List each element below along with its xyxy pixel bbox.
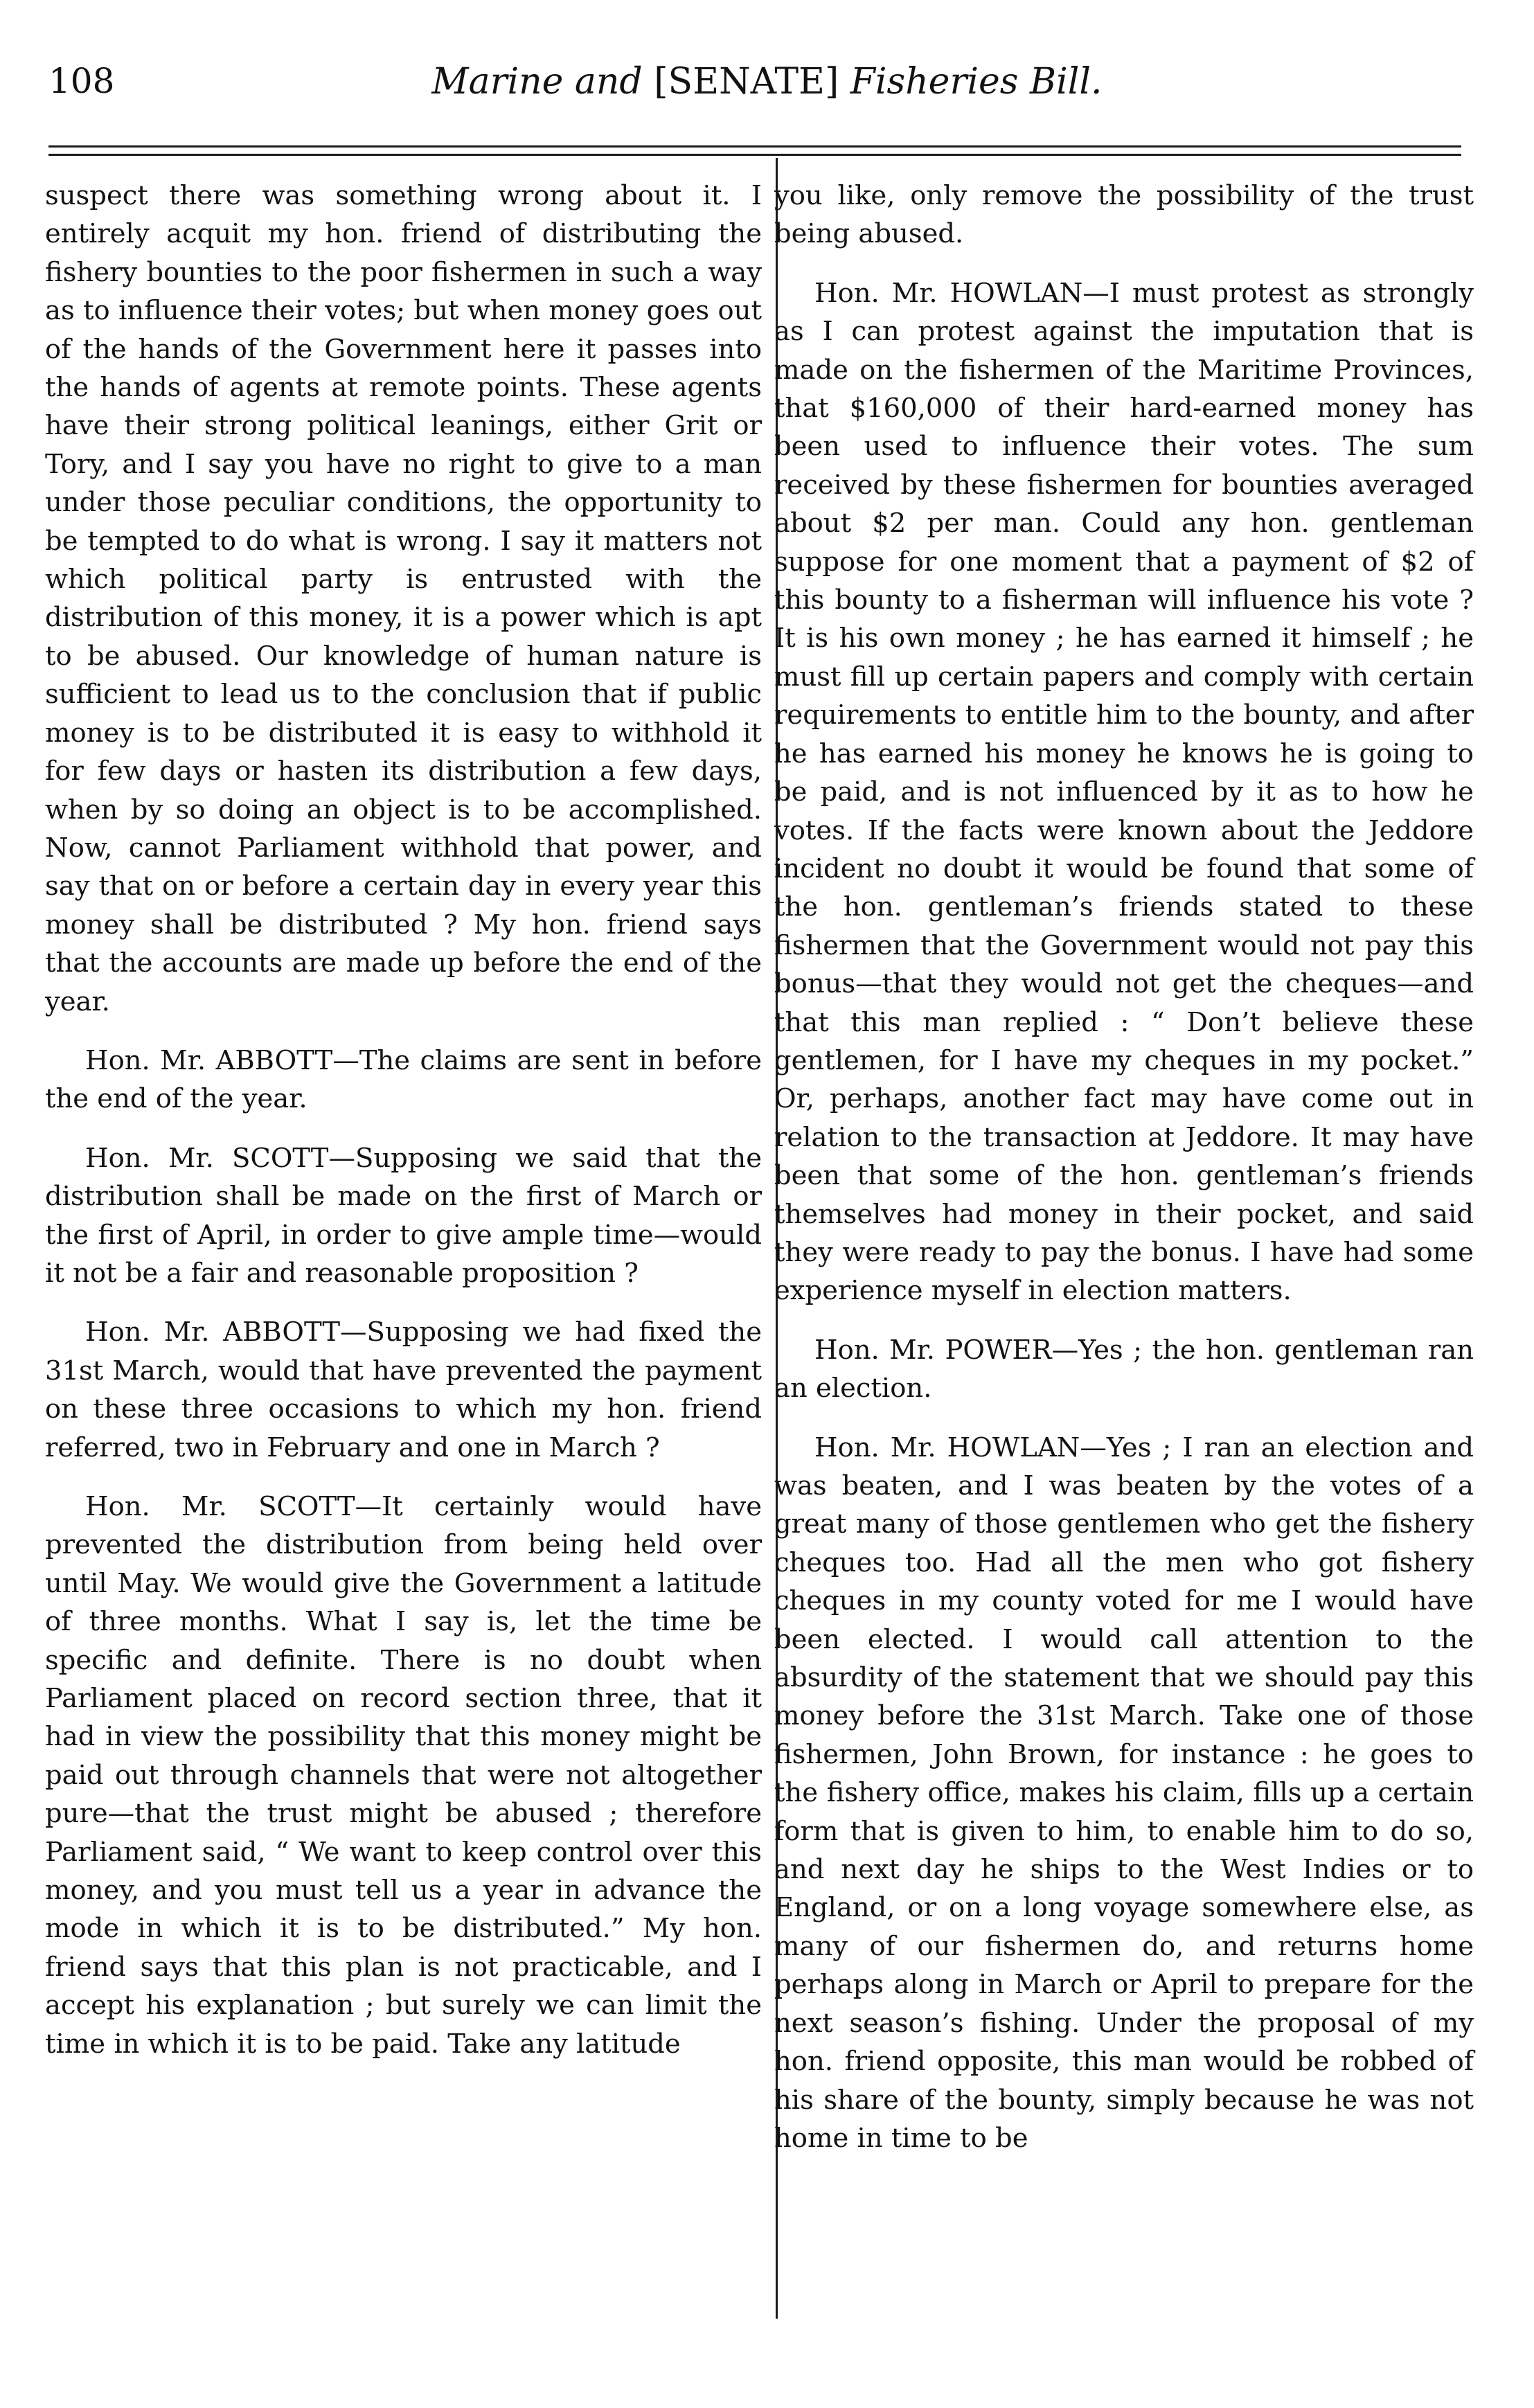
right-paragraph-howlan-2: Hon. Mr. HOWLAN—Yes ; I ran an election and was beaten, and I was beaten by the votes of a great many of those gentlemen who get the fishery cheques too. Had all the men who got fishery cheques in my county voted for me I would have been elected. I would call attention to the absurdity of the statement that we should pay this money before the 31st March. Take one of those fishermen, John Brown, for instance : he goes to the fishery office, makes his claim, fills up a certain form that is given to him, to enable him to do so, and next day he ships to the West Indies or to England, or on a long voyage somewhere else, as many of our fishermen do, and returns home perhaps along in March or April to prepare for the next season’s fishing. Under the proposal of my hon. friend opposite, this man would be robbed of his share of the bounty, simply because he was not home in time to be <box>774 1432 1474 2154</box>
header-rule-bottom <box>48 154 1461 156</box>
page-number: 108 <box>48 61 115 101</box>
left-paragraph-scott-1: Hon. Mr. SCOTT—Supposing we said that the distribution shall be made on the first of March or the first of April, in order to give ample time—would it not be a fair and reasonable proposition ? <box>45 1142 762 1289</box>
running-head-senate: [SENATE] <box>654 61 839 102</box>
left-paragraph-continuation: suspect there was something wrong about it. I entirely acquit my hon. friend of distributing the fishery bounties to the poor fishermen in such a way as to influence their votes; but when money goes out of the hands of the Government here it passes into the hands of agents at remote points. These agents have their strong political leanings, either Grit or Tory, and I say you have no right to give to a man under those peculiar conditions, the opportunity to be tempted to do what is wrong. I say it matters not which political party is entrusted with the distribution of this money, it is a power which is apt to be abused. Our knowledge of human nature is sufficient to lead us to the conclusion that if public money is to be distributed it is easy to withhold it for few days or hasten its distribution a few days, when by so doing an object is to be accomplished. Now, cannot Parliament withhold that power, and say that on or before a certain day in every year this money shall be distributed ? My hon. friend says that the accounts are made up before the end of the year. <box>45 180 762 1017</box>
running-head-part2: Fisheries Bill. <box>850 61 1103 102</box>
running-head-part1: Marine and <box>431 61 643 102</box>
running-head <box>0 61 1534 102</box>
right-paragraph-continuation: you like, only remove the possibility of the trust being abused. <box>774 180 1474 250</box>
left-column <box>45 177 762 2063</box>
right-paragraph-power: Hon. Mr. POWER—Yes ; the hon. gentleman ran an election. <box>774 1334 1474 1404</box>
left-paragraph-abbott-1: Hon. Mr. ABBOTT—The claims are sent in before the end of the year. <box>45 1044 762 1115</box>
right-paragraph-howlan-1: Hon. Mr. HOWLAN—I must protest as strongly as I can protest against the imputation that is made on the fishermen of the Maritime Provinces, that $160,000 of their hard-earned money has been used to influence their votes. The sum received by these fishermen for bounties averaged about $2 per man. Could any hon. gentleman suppose for one moment that a payment of $2 of this bounty to a fisherman will influence his vote ? It is his own money ; he has earned it himself ; he must fill up certain papers and comply with certain requirements to entitle him to the bounty, and after he has earned his money he knows he is going to be paid, and is not influenced by it as to how he votes. If the facts were known about the Jeddore incident no doubt it would be found that some of the hon. gentleman’s friends stated to these fishermen that the Government would not pay this bonus—that they would not get the cheques—and that this man replied : “ Don’t believe these gentlemen, for I have my cheques in my pocket.” Or, perhaps, another fact may have come out in relation to the transaction at Jeddore. It may have been that some of the hon. gentleman’s friends themselves had money in their pocket, and said they were ready to pay the bonus. I have had some experience myself in election matters. <box>774 277 1474 1307</box>
header-rule-top <box>48 145 1461 148</box>
left-paragraph-scott-2: Hon. Mr. SCOTT—It certainly would have prevented the distribution from being held over until May. We would give the Government a latitude of three months. What I say is, let the time be specific and definite. There is no doubt when Parliament placed on record section three, that it had in view the possibility that this money might be paid out through channels that were not altogether pure—that the trust might be abused ; therefore Parliament said, “ We want to keep control over this money, and you must tell us a year in advance the mode in which it is to be distributed.” My hon. friend says that this plan is not practicable, and I accept his explanation ; but surely we can limit the time in which it is to be paid. Take any latitude <box>45 1491 762 2060</box>
right-column <box>774 177 1474 2157</box>
left-paragraph-abbott-2: Hon. Mr. ABBOTT—Supposing we had fixed the 31st March, would that have prevented the payment on these three occasions to which my hon. friend referred, two in February and one in March ? <box>45 1317 762 1463</box>
